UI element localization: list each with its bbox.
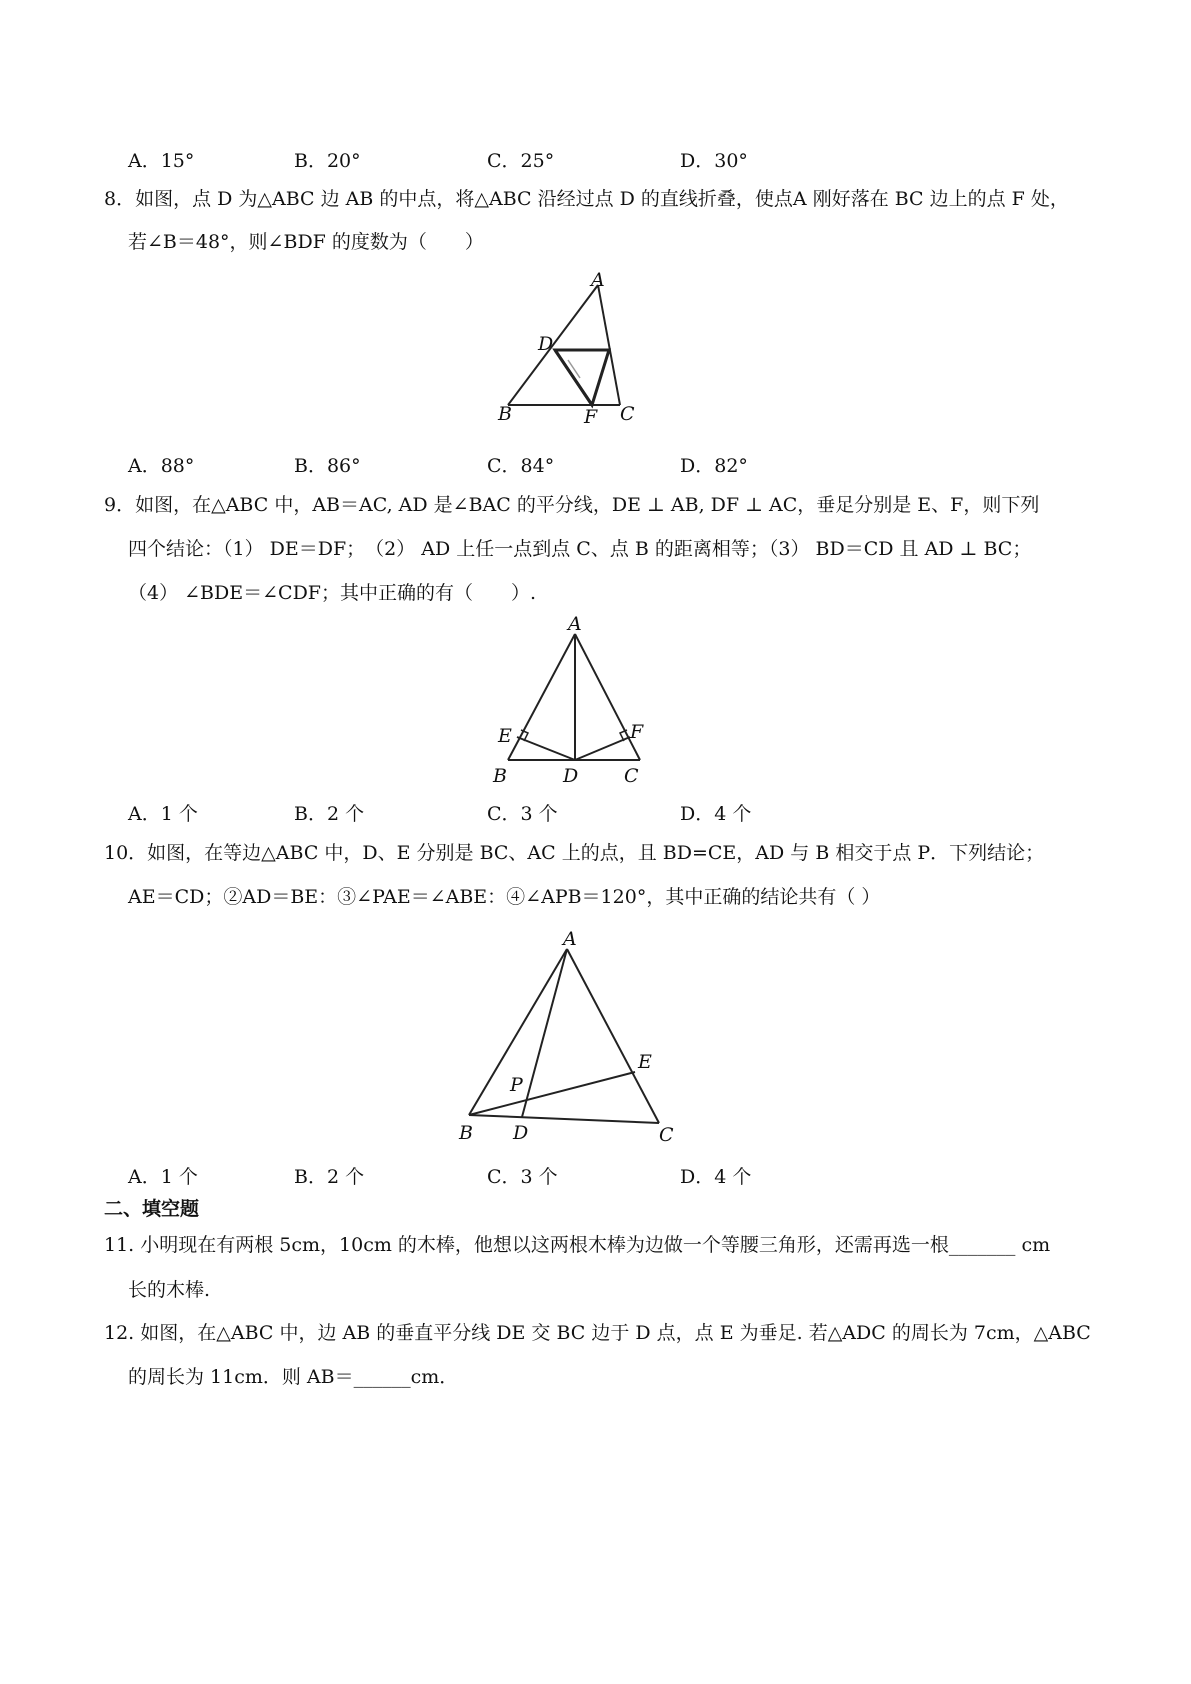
section-heading-fill-in: 二、填空题 — [104, 1198, 200, 1220]
q9-perp-df — [575, 737, 630, 760]
q9-text-line1: 9．如图，在△ABC 中，AB＝AC, AD 是∠BAC 的平分线，DE ⊥ AB, DF ⊥ AC，垂足分别是 E、F，则下列 — [104, 494, 1040, 516]
q9-option-b: B．2 个 — [294, 803, 365, 825]
q9-text-line3: （4） ∠BDE＝∠CDF；其中正确的有（ ）. — [128, 582, 537, 604]
q8-label-b: B — [498, 403, 512, 425]
q9-label-f: F — [630, 721, 644, 743]
q10-label-p: P — [510, 1074, 523, 1096]
q8-label-c: C — [620, 403, 635, 425]
q9-perp-de — [517, 737, 575, 760]
q8-label-d: D — [538, 333, 554, 355]
q9-label-b: B — [493, 765, 507, 787]
q8-option-c: C．84° — [487, 455, 555, 477]
q8-text-line2: 若∠B＝48°，则∠BDF 的度数为（ ） — [128, 231, 484, 253]
q8-fold-df — [555, 350, 592, 405]
q12-text-line2: 的周长为 11cm．则 AB＝______cm． — [128, 1366, 459, 1388]
q10-option-b: B．2 个 — [294, 1166, 365, 1188]
q10-option-d: D．4 个 — [680, 1166, 752, 1188]
q10-option-c: C．3 个 — [487, 1166, 558, 1188]
q7-option-a: A．15° — [128, 150, 195, 172]
q9-text-line2: 四个结论：（1） DE＝DF； （2） AD 上任一点到点 C、点 B 的距离相等；（3） BD＝CD 且 AD ⊥ BC； — [128, 538, 1032, 560]
q11-text-line1: 11. 小明现在有两根 5cm，10cm 的木棒，他想以这两根木棒为边做一个等腰三角形，还需再选一根_______ cm — [104, 1234, 1051, 1256]
q9-label-d: D — [563, 765, 579, 787]
q8-text-line1: 8．如图，点 D 为△ABC 边 AB 的中点，将△ABC 沿经过点 D 的直线折叠，使点A 刚好落在 BC 边上的点 F 处， — [104, 188, 1069, 210]
q8-option-b: B．86° — [294, 455, 361, 477]
q8-label-a: A — [591, 269, 605, 291]
q9-option-a: A．1 个 — [128, 803, 198, 825]
q8-folded-triangle — [555, 350, 609, 405]
q7-option-c: C．25° — [487, 150, 555, 172]
q8-hatch — [568, 360, 580, 378]
q8-option-a: A．88° — [128, 455, 195, 477]
q10-label-e: E — [638, 1051, 652, 1073]
q10-side-ac — [567, 949, 659, 1123]
q10-label-a: A — [563, 928, 577, 950]
q7-option-d: D．30° — [680, 150, 748, 172]
q10-label-c: C — [659, 1124, 674, 1146]
q10-segment-be — [469, 1072, 635, 1115]
q10-label-b: B — [459, 1122, 473, 1144]
q10-text-line1: 10．如图，在等边△ABC 中，D、E 分别是 BC、AC 上的点，且 BD=CE，AD 与 B 相交于点 P．下列结论； — [104, 842, 1045, 864]
q12-text-line1: 12. 如图，在△ABC 中，边 AB 的垂直平分线 DE 交 BC 边于 D 点，点 E 为垂足. 若△ADC 的周长为 7cm，△ABC — [104, 1322, 1091, 1344]
q9-side-ab — [508, 634, 575, 760]
q10-option-a: A．1 个 — [128, 1166, 198, 1188]
q7-option-b: B．20° — [294, 150, 361, 172]
q9-label-a: A — [568, 613, 582, 635]
q8-side-ac — [598, 285, 620, 405]
q8-option-d: D．82° — [680, 455, 748, 477]
q11-text-line2: 长的木棒. — [128, 1279, 211, 1301]
q9-label-e: E — [498, 725, 512, 747]
q9-option-d: D．4 个 — [680, 803, 752, 825]
q10-text-line2: AE＝CD；②AD＝BE：③∠PAE＝∠ABE：④∠APB＝120°，其中正确的结论共有（ ） — [128, 886, 881, 908]
q9-figure — [490, 610, 660, 790]
q8-figure — [490, 268, 650, 433]
q10-label-d: D — [513, 1122, 529, 1144]
q9-label-c: C — [624, 765, 639, 787]
q8-label-f: F — [584, 406, 598, 428]
q10-figure — [455, 925, 695, 1150]
q9-option-c: C．3 个 — [487, 803, 558, 825]
q10-side-bc — [469, 1115, 659, 1123]
